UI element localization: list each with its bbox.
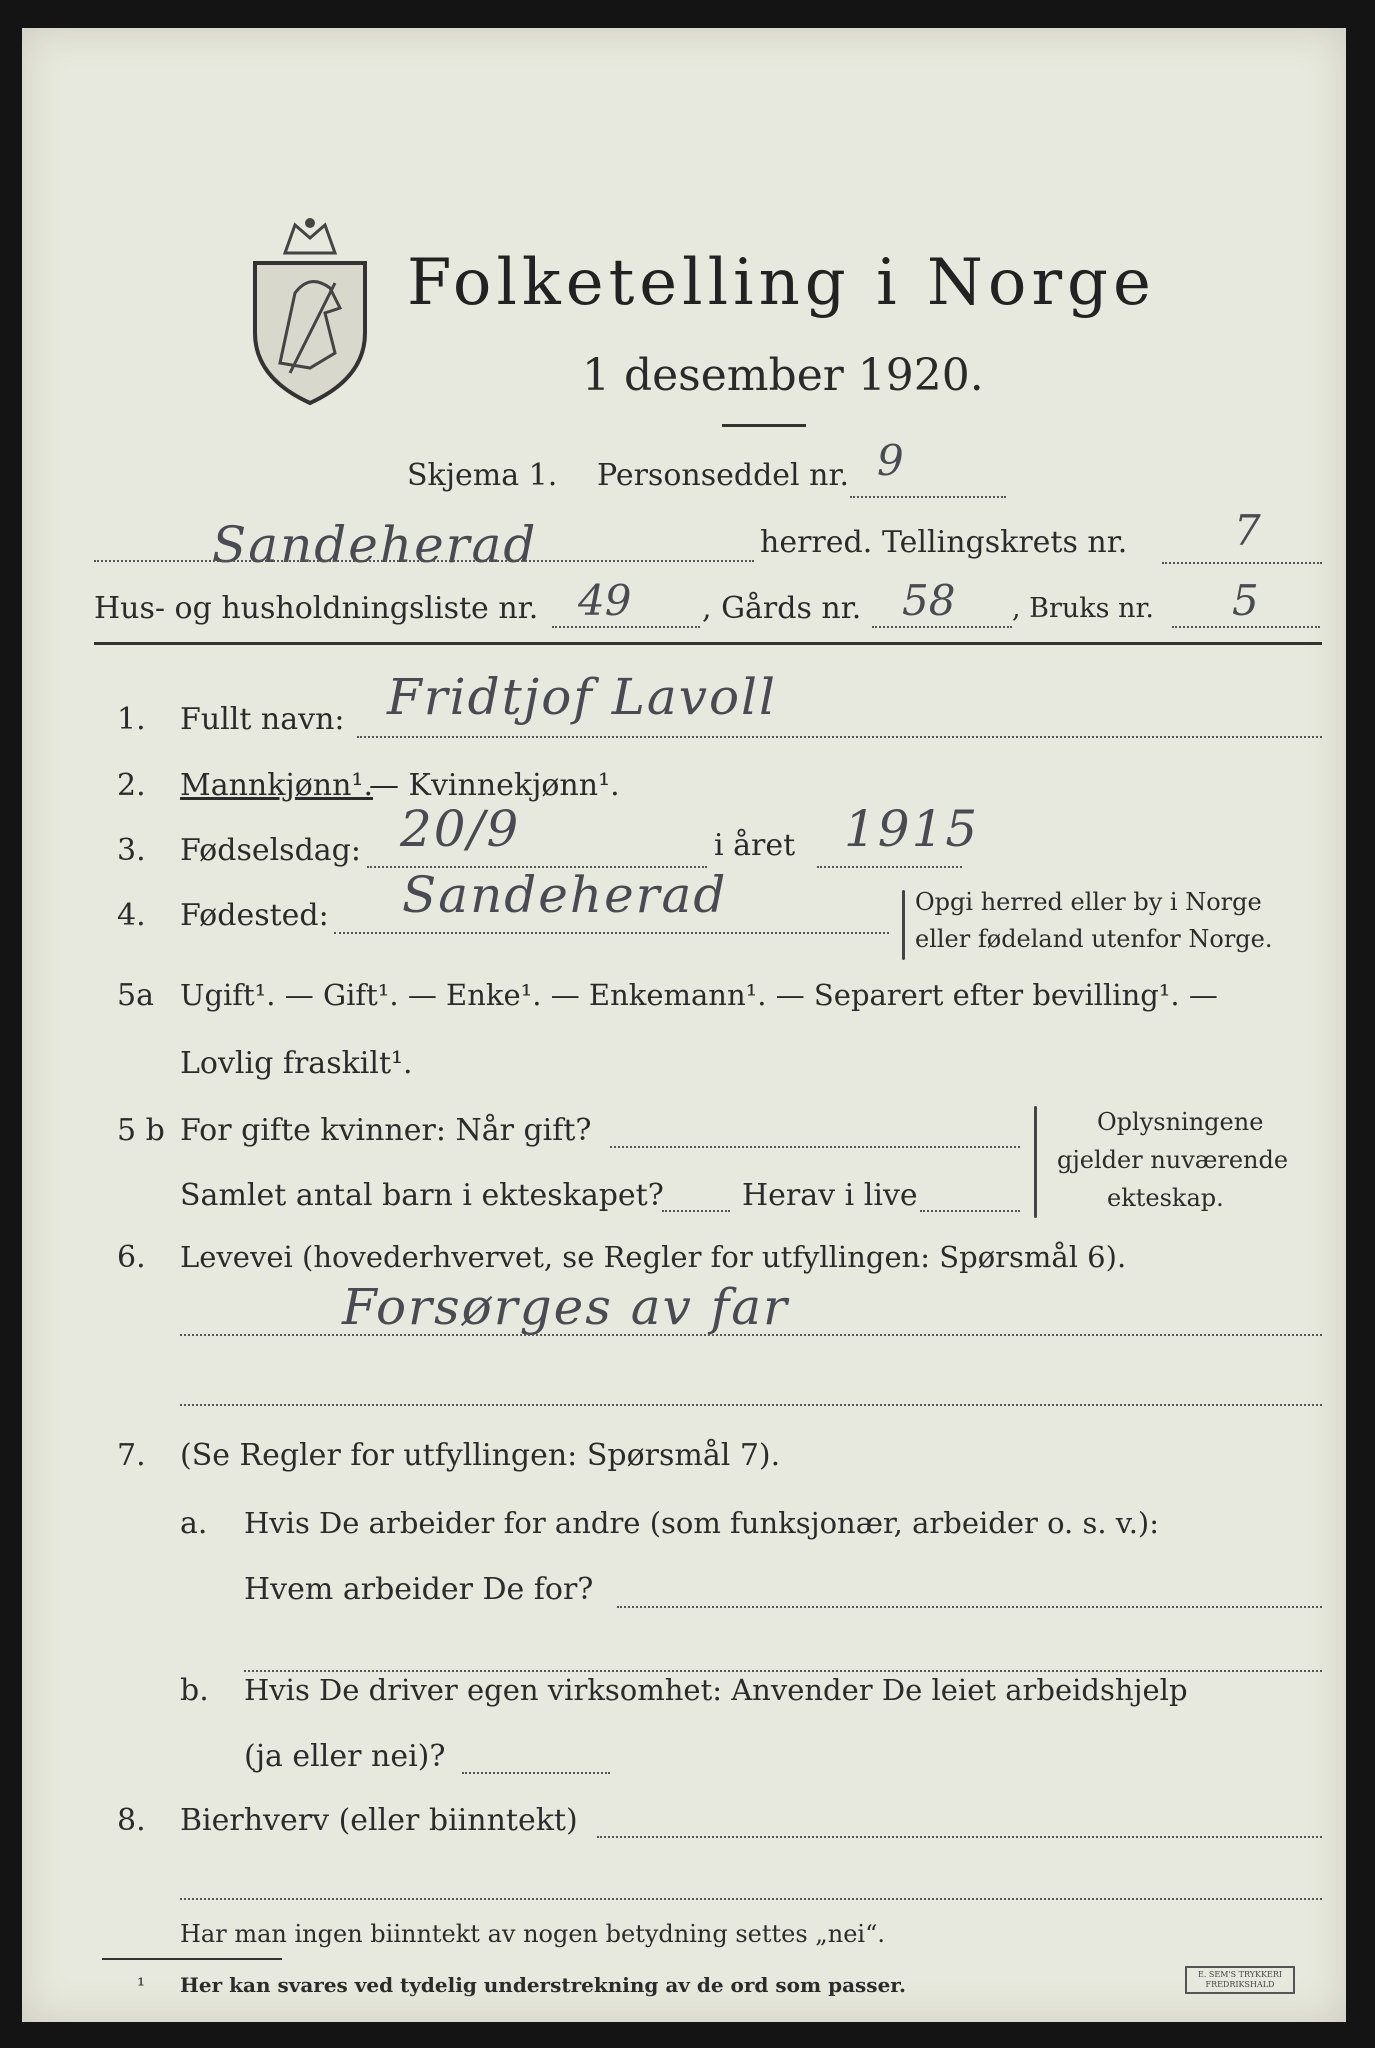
q1-label: Fullt navn: — [180, 702, 345, 737]
census-form-sheet — [22, 28, 1346, 2022]
tellingskrets-line — [1162, 562, 1322, 564]
q1-line — [357, 736, 1322, 738]
q4-value: Sandeherad — [402, 866, 728, 924]
q5a-number: 5a — [117, 978, 154, 1013]
q6-line1 — [180, 1334, 1322, 1336]
printer-stamp: E. SEM'S TRYKKERI FREDRIKSHALD — [1185, 1966, 1295, 1994]
hus-value: 49 — [578, 576, 632, 625]
footnote-mark: ¹ — [137, 1973, 146, 1997]
gards-label: , Gårds nr. — [702, 591, 862, 626]
q7a-extra-line — [244, 1670, 1322, 1672]
q7-number: 7. — [117, 1438, 146, 1473]
tellingskrets-value: 7 — [1234, 506, 1261, 555]
q4-label: Fødested: — [180, 898, 329, 933]
q7b-line1: Hvis De driver egen virksomhet: Anvender De leiet arbeidshjelp — [244, 1673, 1188, 1707]
q3-year-value: 1915 — [844, 800, 980, 858]
hus-line — [552, 626, 700, 628]
q6-value: Forsørges av far — [342, 1278, 789, 1336]
q3-year-label: i året — [714, 828, 796, 863]
q2-male-option: Mannkjønn¹. — [180, 768, 373, 803]
q7a-line2: Hvem arbeider De for? — [244, 1572, 594, 1607]
q8-extra-line — [180, 1898, 1322, 1900]
q5a-options-line2: Lovlig fraskilt¹. — [180, 1046, 413, 1081]
q5b-note-brace — [1034, 1106, 1037, 1218]
q3-day-value: 20/9 — [400, 800, 521, 858]
q4-note-line2: eller fødeland utenfor Norge. — [915, 925, 1273, 953]
q4-line — [334, 932, 889, 934]
q7b-letter: b. — [180, 1673, 209, 1708]
q5b-line2a: Samlet antal barn i ekteskapet? — [180, 1178, 664, 1213]
footer-note: Har man ingen biinntekt av nogen betydning settes „nei“. — [180, 1920, 885, 1948]
q7a-line — [617, 1606, 1322, 1608]
title-divider — [722, 424, 806, 427]
herred-line — [94, 560, 754, 562]
q8-label: Bierhverv (eller biinntekt) — [180, 1803, 578, 1838]
q5b-when-line — [610, 1146, 1020, 1148]
q6-number: 6. — [117, 1240, 146, 1275]
tellingskrets-label: Tellingskrets nr. — [882, 525, 1128, 560]
q4-note-line1: Opgi herred eller by i Norge — [915, 888, 1262, 916]
q3-number: 3. — [117, 833, 146, 868]
q5a-options-line1: Ugift¹. — Gift¹. — Enke¹. — Enkemann¹. — Separert efter bevilling¹. — — [180, 978, 1218, 1012]
q8-number: 8. — [117, 1803, 146, 1838]
gards-line — [872, 626, 1012, 628]
herred-label: herred. — [760, 525, 873, 560]
header-divider — [94, 642, 1322, 645]
q2-female-option: — Kvinnekjønn¹. — [369, 768, 620, 803]
gards-value: 58 — [902, 576, 956, 625]
q3-year-line — [817, 866, 962, 868]
q7a-letter: a. — [180, 1506, 208, 1541]
bruks-value: 5 — [1232, 576, 1259, 625]
q7a-line1: Hvis De arbeider for andre (som funksjonær, arbeider o. s. v.): — [244, 1506, 1160, 1540]
q5b-children-line — [662, 1210, 730, 1212]
q7b-line2: (ja eller nei)? — [244, 1739, 446, 1774]
q5b-line2b: Herav i live — [742, 1178, 918, 1213]
personseddel-label: Personseddel nr. — [597, 458, 850, 493]
coat-of-arms-icon — [240, 213, 380, 408]
q2-number: 2. — [117, 768, 146, 803]
q5b-number: 5 b — [117, 1113, 165, 1148]
q8-line — [597, 1836, 1322, 1838]
bruks-line — [1172, 626, 1320, 628]
q5b-note3: ekteskap. — [1107, 1184, 1224, 1212]
q5b-note2: gjelder nuværende — [1057, 1146, 1289, 1174]
q4-number: 4. — [117, 898, 146, 933]
hus-label: Hus- og husholdningsliste nr. — [94, 591, 539, 626]
q3-label: Fødselsdag: — [180, 833, 361, 868]
schema-label: Skjema 1. — [407, 458, 558, 493]
q4-note-brace — [902, 890, 905, 960]
q6-line2 — [180, 1404, 1322, 1406]
q7-label: (Se Regler for utfyllingen: Spørsmål 7). — [180, 1438, 781, 1473]
q5b-alive-line — [920, 1210, 1020, 1212]
personseddel-line — [850, 496, 1006, 498]
q6-label: Levevei (hovederhvervet, se Regler for utfyllingen: Spørsmål 6). — [180, 1240, 1127, 1274]
footnote-divider — [102, 1958, 282, 1960]
herred-value: Sandeherad — [212, 516, 538, 574]
form-title: Folketelling i Norge — [407, 246, 1156, 320]
q5b-line1: For gifte kvinner: Når gift? — [180, 1113, 592, 1148]
footnote-text: Her kan svares ved tydelig understrekning av de ord som passer. — [180, 1973, 906, 1997]
q1-number: 1. — [117, 702, 146, 737]
q5b-note1: Oplysningene — [1097, 1108, 1264, 1136]
q1-value: Fridtjof Lavoll — [387, 668, 778, 726]
q7b-line — [462, 1772, 610, 1774]
form-date: 1 desember 1920. — [582, 350, 984, 401]
bruks-label: , Bruks nr. — [1012, 593, 1155, 624]
personseddel-value: 9 — [877, 436, 904, 485]
